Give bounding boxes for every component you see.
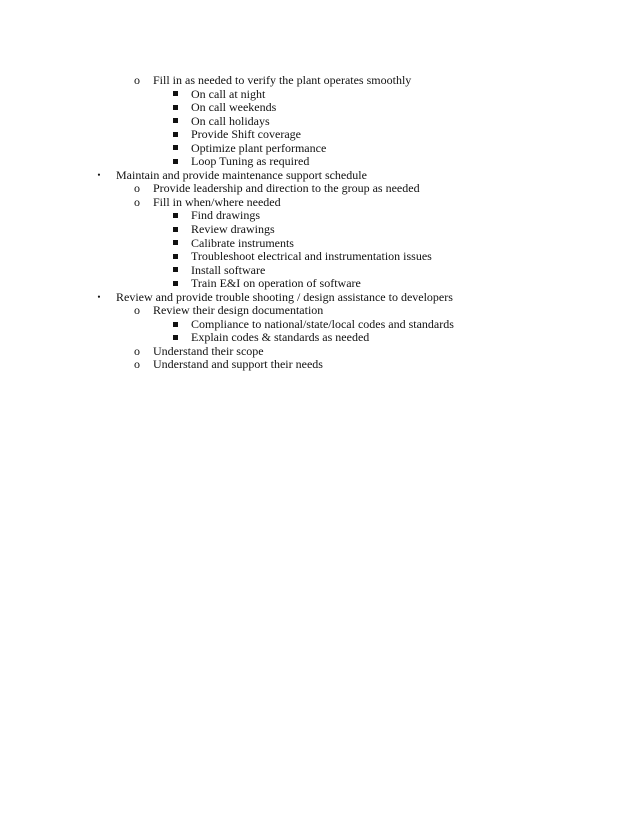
list-item-text: Troubleshoot electrical and instrumentation issues xyxy=(191,249,432,264)
list-item-text: Fill in as needed to verify the plant operates smoothly xyxy=(153,73,412,87)
list-item xyxy=(0,237,638,251)
square-bullet-icon xyxy=(170,142,180,156)
list-item xyxy=(0,88,638,102)
list-item-text: Train E&I on operation of software xyxy=(191,276,361,291)
square-bullet-icon xyxy=(170,209,180,223)
square-bullet-icon xyxy=(170,155,180,169)
list-item-text: Fill in when/where needed xyxy=(153,194,281,209)
list-item xyxy=(0,155,638,169)
square-bullet-icon xyxy=(170,115,180,129)
list-item-text: On call weekends xyxy=(191,100,277,115)
list-item-text: Loop Tuning as required xyxy=(191,154,310,169)
list-item xyxy=(0,223,638,237)
circle-bullet-icon: o xyxy=(134,303,140,318)
square-bullet-icon xyxy=(170,331,180,345)
list-item-text: Maintain and provide maintenance support schedule xyxy=(116,167,367,182)
list-item xyxy=(0,101,638,115)
circle-bullet-icon: o xyxy=(134,343,140,358)
list-item-text: Understand their scope xyxy=(153,343,264,358)
list-item-text: Install software xyxy=(191,262,266,277)
list-item xyxy=(0,331,638,345)
circle-bullet-icon: o xyxy=(134,194,140,209)
disc-bullet-icon: • xyxy=(97,169,101,180)
list-item xyxy=(0,304,638,318)
square-bullet-icon xyxy=(170,277,180,291)
outline-list xyxy=(0,74,638,372)
list-item-text: On call at night xyxy=(191,86,266,101)
list-item-text: Understand and support their needs xyxy=(153,357,323,372)
list-item xyxy=(0,115,638,129)
list-item xyxy=(0,345,638,359)
list-item xyxy=(0,291,638,305)
list-item xyxy=(0,74,638,88)
list-item-text: Review and provide trouble shooting / design assistance to developers xyxy=(116,289,453,304)
square-bullet-icon xyxy=(170,318,180,332)
list-item xyxy=(0,277,638,291)
list-item xyxy=(0,169,638,183)
circle-bullet-icon: o xyxy=(134,357,140,372)
list-item xyxy=(0,318,638,332)
square-bullet-icon xyxy=(170,264,180,278)
list-item-text: Provide leadership and direction to the group as needed xyxy=(153,181,420,196)
circle-bullet-icon: o xyxy=(134,181,140,196)
list-item xyxy=(0,209,638,223)
list-item-text: Optimize plant performance xyxy=(191,140,327,155)
square-bullet-icon xyxy=(170,250,180,264)
square-bullet-icon xyxy=(170,223,180,237)
disc-bullet-icon: • xyxy=(97,291,101,302)
list-item-text: Review their design documentation xyxy=(153,303,324,318)
square-bullet-icon xyxy=(170,128,180,142)
list-item-text: On call holidays xyxy=(191,113,270,128)
list-item-text: Calibrate instruments xyxy=(191,235,294,250)
square-bullet-icon xyxy=(170,101,180,115)
list-item xyxy=(0,250,638,264)
list-item xyxy=(0,128,638,142)
list-item-text: Explain codes & standards as needed xyxy=(191,330,370,345)
square-bullet-icon xyxy=(170,237,180,251)
circle-bullet-icon: o xyxy=(134,73,140,87)
list-item xyxy=(0,182,638,196)
list-item-text: Provide Shift coverage xyxy=(191,127,301,142)
list-item xyxy=(0,196,638,210)
list-item-text: Review drawings xyxy=(191,222,275,237)
list-item-text: Compliance to national/state/local codes and standards xyxy=(191,316,454,331)
square-bullet-icon xyxy=(170,88,180,102)
list-item xyxy=(0,264,638,278)
list-item xyxy=(0,142,638,156)
list-item-text: Find drawings xyxy=(191,208,260,223)
list-item xyxy=(0,358,638,372)
